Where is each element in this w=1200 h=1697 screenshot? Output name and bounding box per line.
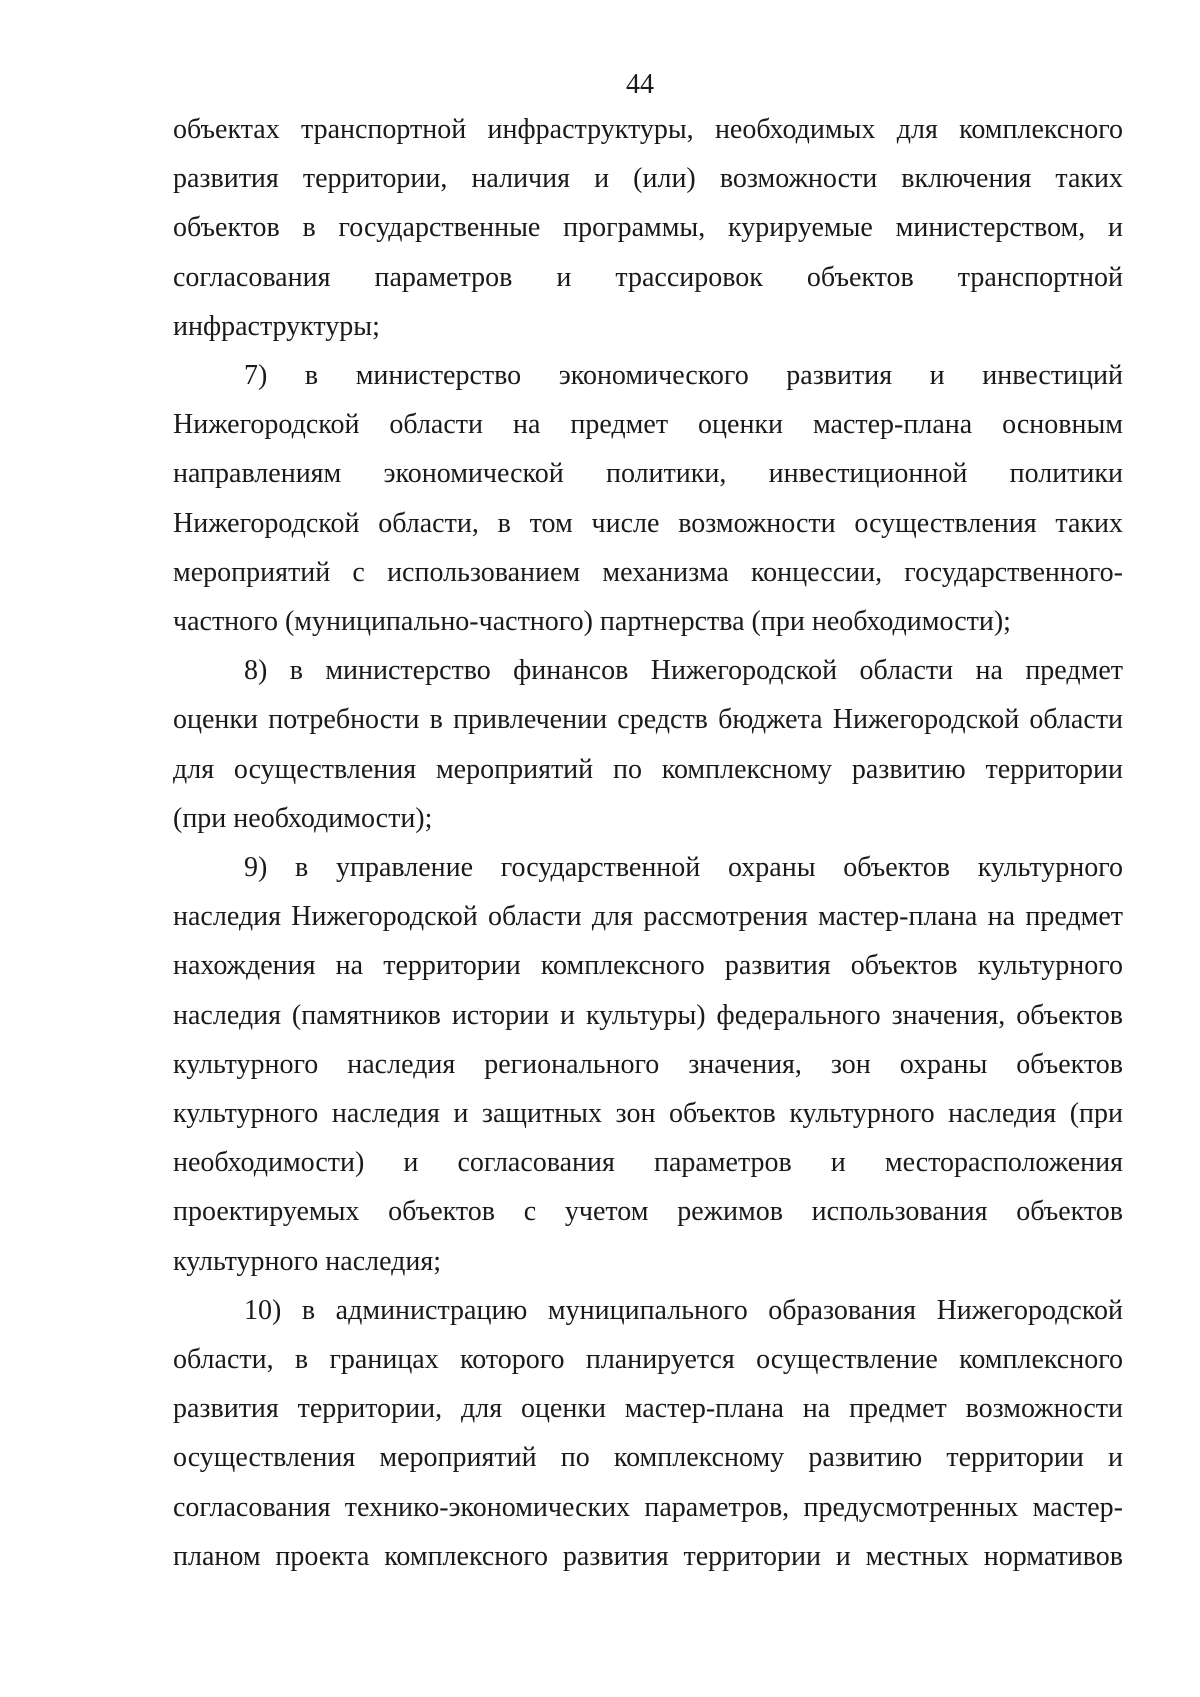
text-line: согласования параметров и трассировок объектов транспортной bbox=[173, 261, 1123, 293]
text-line: Нижегородской области, в том числе возможности осуществления таких bbox=[173, 507, 1123, 539]
text-line: необходимости) и согласования параметров и месторасположения bbox=[173, 1147, 1123, 1179]
text-line: инфраструктуры; bbox=[173, 310, 380, 342]
text-line: развития территории, наличия и (или) возможности включения таких bbox=[173, 163, 1123, 195]
text-line: культурного наследия регионального значения, зон охраны объектов bbox=[173, 1048, 1123, 1080]
text-line: 9) в управление государственной охраны объектов культурного bbox=[244, 852, 1123, 884]
text-line: нахождения на территории комплексного развития объектов культурного bbox=[173, 950, 1123, 982]
text-line: 7) в министерство экономического развития и инвестиций bbox=[244, 360, 1123, 392]
text-line: развития территории, для оценки мастер-плана на предмет возможности bbox=[173, 1393, 1123, 1425]
text-line: наследия (памятников истории и культуры) федерального значения, объектов bbox=[173, 999, 1123, 1031]
paragraph-item-10 bbox=[173, 1286, 1123, 1581]
text-line: согласования технико-экономических параметров, предусмотренных мастер- bbox=[173, 1491, 1123, 1523]
text-line: мероприятий с использованием механизма концессии, государственного- bbox=[173, 556, 1123, 588]
text-line: проектируемых объектов с учетом режимов использования объектов bbox=[173, 1196, 1123, 1228]
paragraph-continuation bbox=[173, 105, 1123, 351]
paragraph-item-8 bbox=[173, 646, 1123, 843]
text-line: культурного наследия и защитных зон объектов культурного наследия (при bbox=[173, 1098, 1123, 1130]
paragraph-item-7 bbox=[173, 351, 1123, 646]
text-line: частного (муниципально-частного) партнерства (при необходимости); bbox=[173, 606, 1011, 638]
text-line: объектах транспортной инфраструктуры, необходимых для комплексного bbox=[173, 114, 1123, 145]
text-line: направлениям экономической политики, инвестиционной политики bbox=[173, 458, 1123, 490]
document-body bbox=[173, 105, 1123, 1581]
text-line: (при необходимости); bbox=[173, 802, 433, 834]
text-line: осуществления мероприятий по комплексному развитию территории и bbox=[173, 1442, 1123, 1474]
text-line: 10) в администрацию муниципального образования Нижегородской bbox=[244, 1294, 1123, 1326]
text-line: культурного наследия; bbox=[173, 1245, 442, 1277]
text-line: Нижегородской области на предмет оценки мастер-плана основным bbox=[173, 409, 1123, 441]
text-line: области, в границах которого планируется осуществление комплексного bbox=[173, 1344, 1123, 1376]
text-line: оценки потребности в привлечении средств бюджета Нижегородской области bbox=[173, 704, 1123, 736]
text-line: объектов в государственные программы, курируемые министерством, и bbox=[173, 212, 1123, 244]
page-number: 44 bbox=[626, 69, 654, 100]
paragraph-item-9 bbox=[173, 843, 1123, 1286]
text-line: 8) в министерство финансов Нижегородской области на предмет bbox=[244, 655, 1123, 687]
text-line: наследия Нижегородской области для рассмотрения мастер-плана на предмет bbox=[173, 901, 1123, 933]
text-line: для осуществления мероприятий по комплексному развитию территории bbox=[173, 753, 1123, 785]
text-line: планом проекта комплексного развития территории и местных нормативов bbox=[173, 1540, 1123, 1572]
